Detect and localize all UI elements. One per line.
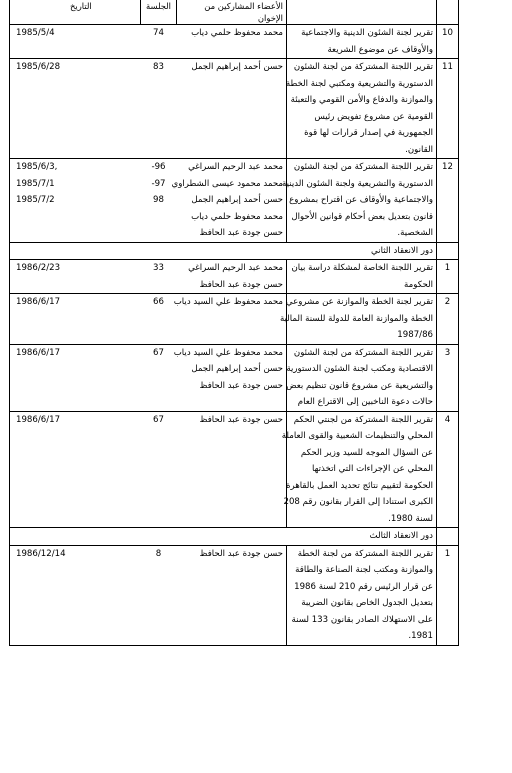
session-numbers — [141, 159, 177, 243]
item-subject — [279, 294, 437, 345]
subject-line: تقرير اللجنة المشتركة من لجنة الشئون — [293, 162, 433, 172]
item-number: 1 — [437, 260, 459, 294]
session-date: 1985/7/1 — [16, 178, 55, 189]
participant-name: حسن جودة عبد الحافظ — [199, 279, 283, 290]
session-number: 8 — [155, 548, 162, 559]
participant-names — [177, 545, 287, 645]
participant-name: محمد محفوظ حلمي دياب — [191, 211, 283, 222]
session-numbers — [141, 25, 177, 59]
subject-line: الشخصية. — [397, 228, 433, 238]
subject-line: تقرير اللجنة المشتركة من لجنة الخطة — [297, 548, 433, 559]
session-date: 1986/12/14 — [16, 548, 66, 559]
participant-name: حسن جودة عبد الحافظ — [199, 414, 283, 425]
subject-line: تقرير اللجنة المشتركة من لجنة الشئون — [293, 347, 433, 358]
table-row — [10, 260, 459, 294]
participant-names — [177, 59, 287, 159]
subject-line: القانون. — [405, 144, 433, 155]
participant-names — [173, 294, 287, 345]
participant-name: محمد محفوظ علي السيد دياب — [173, 297, 283, 307]
session-number: 83 — [153, 62, 164, 72]
subject-line: 1981. — [408, 631, 433, 641]
item-number: 2 — [437, 294, 459, 345]
item-subject — [281, 411, 437, 528]
header-session: الجلسة — [141, 0, 177, 25]
session-date: 1986/6/17 — [16, 297, 61, 307]
subject-line: والأوقاف عن موضوع الشريعة — [327, 44, 433, 55]
participant-name: حسن جودة عبد الحافظ — [199, 228, 283, 238]
item-subject — [287, 344, 437, 411]
participant-name: حسن جودة عبد الحافظ — [199, 380, 283, 391]
subject-line: الحكومة — [404, 279, 433, 290]
session-dates — [10, 411, 141, 528]
participant-name: حسن جودة عبد الحافظ — [199, 548, 283, 559]
table-row — [10, 59, 459, 159]
subject-line: الدستورية والتشريعية ومكتبي لجنة الخطة — [285, 78, 433, 89]
participant-names — [177, 25, 287, 59]
session-number: 67 — [153, 414, 164, 425]
subject-line: الحكومة لتقييم نتائج تحديد العمل بالقاهرة — [286, 480, 433, 491]
item-number: 3 — [437, 344, 459, 411]
session-numbers — [141, 59, 177, 159]
participant-names — [177, 411, 287, 528]
session-number: 74 — [153, 28, 164, 38]
session-number — [144, 225, 174, 242]
session-empty — [10, 528, 287, 546]
participant-name: محمد عبد الرحيم السراغي — [188, 162, 283, 172]
session-row — [10, 242, 459, 260]
session-number — [144, 378, 174, 395]
session-date: 1986/6/17 — [16, 414, 61, 425]
item-number: 11 — [437, 59, 459, 159]
subject-line: تقرير لجنة الخطة والموازنة عن مشروعي — [285, 297, 433, 307]
participant-name: حسن أحمد إبراهيم الجمل — [191, 195, 283, 205]
session-dates — [10, 545, 141, 645]
header-names: الأعضاء المشاركين من الإخوان — [177, 0, 287, 25]
header-num — [437, 0, 459, 25]
subject-line: 1987/86 — [397, 330, 433, 340]
session-date — [16, 378, 138, 395]
subject-line: عن قرار الرئيس رقم 210 لسنة 1986 — [294, 581, 433, 592]
participant-name: محمد عبد الرحيم السراغي — [188, 263, 283, 273]
session-dates — [10, 59, 141, 159]
session-row — [10, 528, 459, 546]
subject-line: المحلي عن الإجراءات التي اتخذتها — [312, 464, 433, 474]
session-numbers — [141, 344, 177, 411]
item-subject — [287, 59, 437, 159]
session-date — [16, 209, 138, 226]
subject-line: الكبرى استنادا إلى القرار بقانون رقم 208 — [283, 497, 433, 507]
subject-line: الاقتصادية ومكتب لجنة الشئون الدستورية — [286, 364, 433, 374]
participant-name: محمد محفوظ علي السيد دياب — [173, 347, 283, 358]
session-label: دور الانعقاد الثاني — [287, 242, 437, 260]
session-numbers — [141, 411, 177, 528]
participant-names — [173, 344, 287, 411]
session-dates — [10, 159, 141, 243]
participant-name: محمد محفوظ حلمي دياب — [191, 28, 283, 38]
subject-line: والموازنة والدفاع والأمن القومي والتعبئة — [290, 95, 433, 105]
participant-name: محمد محمود عيسى الشطراوي — [171, 178, 283, 189]
subject-line: والاجتماعية والأوقاف عن اقتراح بمشروع — [289, 195, 433, 205]
subject-line: بتعديل الجدول الخاص بقانون الضريبة — [301, 598, 433, 608]
subject-line: لسنة 1980. — [388, 513, 433, 524]
subject-line: تقرير اللجنة المشتركة من لجنة الشئون — [293, 62, 433, 72]
subject-line: الخطة والموازنة العامة للدولة للسنة المالية — [279, 313, 433, 324]
session-numbers — [141, 294, 177, 345]
session-number: 97- — [151, 178, 166, 189]
session-dates — [10, 294, 141, 345]
session-numbers — [141, 545, 177, 645]
table-row — [10, 25, 459, 59]
table-row — [10, 294, 459, 345]
participant-name: حسن أحمد إبراهيم الجمل — [191, 62, 283, 72]
subject-line: عن السؤال الموجه للسيد وزير الحكم — [300, 447, 433, 458]
session-date — [16, 361, 138, 378]
session-number: 96- — [151, 162, 166, 172]
session-date: 1985/6/3, — [16, 162, 58, 172]
header-date: التاريخ — [10, 0, 141, 25]
session-dates — [10, 260, 141, 294]
subject-line: قانون بتعديل بعض أحكام قوانين الأحوال — [291, 211, 433, 222]
session-empty — [10, 242, 287, 260]
session-date — [16, 225, 138, 242]
table-row — [10, 344, 459, 411]
table-row — [10, 159, 459, 243]
session-number: 33 — [153, 263, 164, 273]
session-date: 1985/5/4 — [16, 28, 55, 38]
participation-table — [9, 0, 459, 646]
table-row — [10, 545, 459, 645]
item-subject — [287, 260, 437, 294]
participant-name: حسن أحمد إبراهيم الجمل — [191, 364, 283, 374]
session-number: 66 — [153, 297, 164, 307]
session-num-cell — [437, 528, 459, 546]
subject-line: على الاستهلاك الصادر بقانون 133 لسنة — [291, 614, 433, 625]
session-number — [144, 277, 174, 294]
subject-line: تقرير لجنة الشئون الدينية والاجتماعية — [301, 28, 433, 38]
table-row — [10, 411, 459, 528]
session-label: دور الانعقاد الثالث — [287, 528, 437, 546]
table-header-row — [10, 0, 459, 25]
item-number: 10 — [437, 25, 459, 59]
item-subject — [287, 545, 437, 645]
participant-names — [171, 159, 287, 243]
subject-line: المحلي والتنظيمات الشعبية والقوى العاملة — [281, 431, 433, 441]
subject-line: الجمهورية في إصدار قرارات لها قوة — [304, 128, 433, 138]
subject-line: القومية عن مشروع تفويض رئيس — [314, 111, 433, 122]
session-date — [16, 277, 138, 294]
session-dates — [10, 344, 141, 411]
subject-line: حالات دعوة الناخبين إلى الاقتراع العام — [297, 397, 433, 407]
table-body — [10, 25, 459, 646]
item-number: 4 — [437, 411, 459, 528]
subject-line: الدستورية والتشريعية ولجنة الشئون الدينية — [282, 178, 433, 189]
session-date: 1986/2/23 — [16, 263, 61, 273]
participant-names — [177, 260, 287, 294]
session-number — [144, 361, 174, 378]
subject-line: والتشريعية عن مشروع قانون تنظيم بعض — [286, 380, 433, 391]
session-date: 1986/6/17 — [16, 347, 61, 358]
subject-line: والموازنة ومكتب لجنة الصناعة والطاقة — [295, 565, 433, 575]
session-dates — [10, 25, 141, 59]
subject-line: تقرير اللجنة المشتركة من لجنتي الحكم — [293, 414, 433, 425]
session-num-cell — [437, 242, 459, 260]
item-subject — [282, 159, 437, 243]
session-number — [144, 209, 174, 226]
subject-line: تقرير اللجنة الخاصة لمشكلة دراسة بيان — [291, 263, 433, 273]
session-number: 98 — [153, 195, 164, 205]
header-subject — [287, 0, 437, 25]
item-subject — [287, 25, 437, 59]
session-numbers — [141, 260, 177, 294]
session-number: 67 — [153, 347, 164, 358]
session-date: 1985/6/28 — [16, 62, 61, 72]
session-date: 1985/7/2 — [16, 195, 55, 205]
item-number: 12 — [437, 159, 459, 243]
item-number: 1 — [437, 545, 459, 645]
